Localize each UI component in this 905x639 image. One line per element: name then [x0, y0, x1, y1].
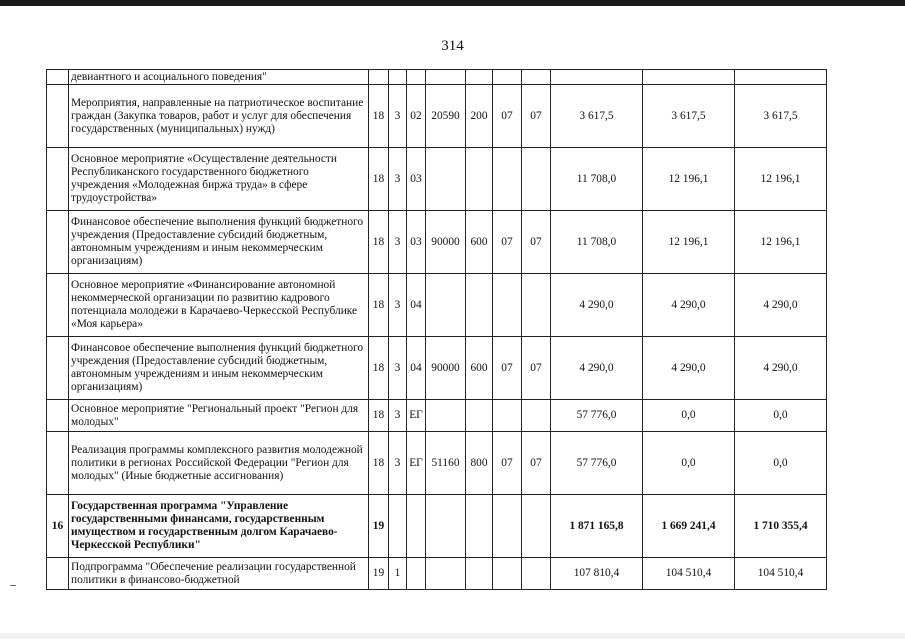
table-row [47, 337, 827, 400]
value-year-2: 0,0 [643, 400, 735, 432]
col-code-c: ЕГ [407, 400, 426, 432]
col-code-b [389, 495, 407, 558]
col-code-c [407, 495, 426, 558]
row-description: Основное мероприятие "Региональный проект "Регион для молодых" [69, 400, 369, 432]
col-code-a: 18 [369, 432, 389, 495]
table-row [47, 70, 827, 85]
table-row [47, 274, 827, 337]
col-code-d: 90000 [426, 211, 466, 274]
col-code-a: 19 [369, 495, 389, 558]
row-description: Основное мероприятие «Осуществление деятельности Республиканского государственного бюджетного учреждения «Молодежная биржа труда» в сфере трудоустройства» [69, 148, 369, 211]
table-row [47, 85, 827, 148]
value-year-3: 12 196,1 [735, 211, 827, 274]
table-row [47, 148, 827, 211]
value-year-2: 4 290,0 [643, 337, 735, 400]
value-year-3: 4 290,0 [735, 274, 827, 337]
col-code-a: 18 [369, 337, 389, 400]
col-code-b: 3 [389, 211, 407, 274]
row-number [47, 70, 69, 85]
col-code-f [493, 274, 522, 337]
value-year-2: 12 196,1 [643, 211, 735, 274]
col-code-d: 90000 [426, 337, 466, 400]
col-code-b: 3 [389, 85, 407, 148]
row-description: Финансовое обеспечение выполнения функций бюджетного учреждения (Предоставление субсидий бюджетным, автономным учреждениям и иным некоммерческим организациям) [69, 211, 369, 274]
value-year-2: 104 510,4 [643, 558, 735, 590]
table-row [47, 400, 827, 432]
row-description: Государственная программа "Управление государственными финансами, государственным имуществом и государственным долгом Карачаево-Черкесской Республики" [69, 495, 369, 558]
col-code-b [389, 70, 407, 85]
col-code-e: 600 [466, 337, 493, 400]
col-code-e: 800 [466, 432, 493, 495]
row-description: Мероприятия, направленные на патриотическое воспитание граждан (Закупка товаров, работ и услуг для обеспечения государственных (муниципальных) нужд) [69, 85, 369, 148]
table-row [47, 558, 827, 590]
col-code-e [466, 148, 493, 211]
col-code-c: 03 [407, 148, 426, 211]
col-code-b: 1 [389, 558, 407, 590]
page-number: 314 [441, 38, 464, 54]
table-row [47, 211, 827, 274]
col-code-e: 200 [466, 85, 493, 148]
col-code-e [466, 558, 493, 590]
value-year-2: 3 617,5 [643, 85, 735, 148]
value-year-3: 4 290,0 [735, 337, 827, 400]
value-year-1: 3 617,5 [551, 85, 643, 148]
row-description: девиантного и асоциального поведения" [69, 70, 369, 85]
col-code-g [522, 400, 551, 432]
col-code-c [407, 558, 426, 590]
col-code-c: 03 [407, 211, 426, 274]
value-year-3: 1 710 355,4 [735, 495, 827, 558]
col-code-c: 02 [407, 85, 426, 148]
table-row [47, 432, 827, 495]
value-year-1: 4 290,0 [551, 274, 643, 337]
col-code-f [493, 558, 522, 590]
col-code-g [522, 495, 551, 558]
value-year-2 [643, 70, 735, 85]
col-code-f [493, 148, 522, 211]
col-code-a [369, 70, 389, 85]
value-year-3 [735, 70, 827, 85]
budget-table [46, 69, 827, 590]
value-year-2: 4 290,0 [643, 274, 735, 337]
col-code-e [466, 400, 493, 432]
value-year-1: 107 810,4 [551, 558, 643, 590]
row-description: Реализация программы комплексного развития молодежной политики в регионах Российской Федерации "Регион для молодых" (Иные бюджетные ассигнования) [69, 432, 369, 495]
col-code-a: 18 [369, 148, 389, 211]
value-year-3: 0,0 [735, 400, 827, 432]
value-year-1: 11 708,0 [551, 148, 643, 211]
col-code-g: 07 [522, 337, 551, 400]
row-number [47, 337, 69, 400]
col-code-f [493, 400, 522, 432]
col-code-f: 07 [493, 211, 522, 274]
row-number [47, 148, 69, 211]
row-description: Финансовое обеспечение выполнения функций бюджетного учреждения (Предоставление субсидий бюджетным, автономным учреждениям и иным некоммерческим организациям) [69, 337, 369, 400]
col-code-a: 18 [369, 274, 389, 337]
value-year-1: 57 776,0 [551, 432, 643, 495]
col-code-e [466, 495, 493, 558]
col-code-d [426, 495, 466, 558]
col-code-c [407, 70, 426, 85]
col-code-g [522, 274, 551, 337]
row-number [47, 211, 69, 274]
row-number [47, 558, 69, 590]
col-code-c: 04 [407, 274, 426, 337]
col-code-b: 3 [389, 432, 407, 495]
col-code-d [426, 70, 466, 85]
table-body [47, 70, 827, 590]
table-row [47, 495, 827, 558]
col-code-f [493, 70, 522, 85]
col-code-e: 600 [466, 211, 493, 274]
value-year-1: 11 708,0 [551, 211, 643, 274]
col-code-b: 3 [389, 400, 407, 432]
col-code-f: 07 [493, 85, 522, 148]
col-code-f [493, 495, 522, 558]
value-year-2: 12 196,1 [643, 148, 735, 211]
row-number [47, 432, 69, 495]
col-code-a: 19 [369, 558, 389, 590]
col-code-b: 3 [389, 337, 407, 400]
col-code-g [522, 70, 551, 85]
scan-top-edge [0, 0, 905, 6]
col-code-g: 07 [522, 85, 551, 148]
value-year-1: 4 290,0 [551, 337, 643, 400]
col-code-a: 18 [369, 85, 389, 148]
col-code-d [426, 148, 466, 211]
col-code-g [522, 148, 551, 211]
value-year-1: 1 871 165,8 [551, 495, 643, 558]
col-code-a: 18 [369, 211, 389, 274]
col-code-b: 3 [389, 148, 407, 211]
col-code-d [426, 274, 466, 337]
col-code-a: 18 [369, 400, 389, 432]
col-code-d [426, 558, 466, 590]
value-year-2: 0,0 [643, 432, 735, 495]
value-year-3: 12 196,1 [735, 148, 827, 211]
col-code-f: 07 [493, 432, 522, 495]
value-year-3: 104 510,4 [735, 558, 827, 590]
col-code-c: ЕГ [407, 432, 426, 495]
col-code-e [466, 70, 493, 85]
col-code-f: 07 [493, 337, 522, 400]
col-code-c: 04 [407, 337, 426, 400]
row-number [47, 274, 69, 337]
row-description: Основное мероприятие «Финансирование автономной некоммерческой организации по развитию кадрового потенциала молодежи в Карачаево-Черкесской Республике «Моя карьера» [69, 274, 369, 337]
col-code-g: 07 [522, 211, 551, 274]
col-code-g [522, 558, 551, 590]
value-year-2: 1 669 241,4 [643, 495, 735, 558]
row-number [47, 85, 69, 148]
col-code-d: 51160 [426, 432, 466, 495]
value-year-3: 3 617,5 [735, 85, 827, 148]
col-code-g: 07 [522, 432, 551, 495]
value-year-3: 0,0 [735, 432, 827, 495]
col-code-e [466, 274, 493, 337]
row-number: 16 [47, 495, 69, 558]
col-code-d [426, 400, 466, 432]
value-year-1: 57 776,0 [551, 400, 643, 432]
value-year-1 [551, 70, 643, 85]
scan-margin-mark [10, 585, 16, 586]
row-number [47, 400, 69, 432]
scan-bottom-edge [0, 633, 905, 639]
col-code-d: 20590 [426, 85, 466, 148]
row-description: Подпрограмма "Обеспечение реализации государственной политики в финансово-бюджетной [69, 558, 369, 590]
col-code-b: 3 [389, 274, 407, 337]
